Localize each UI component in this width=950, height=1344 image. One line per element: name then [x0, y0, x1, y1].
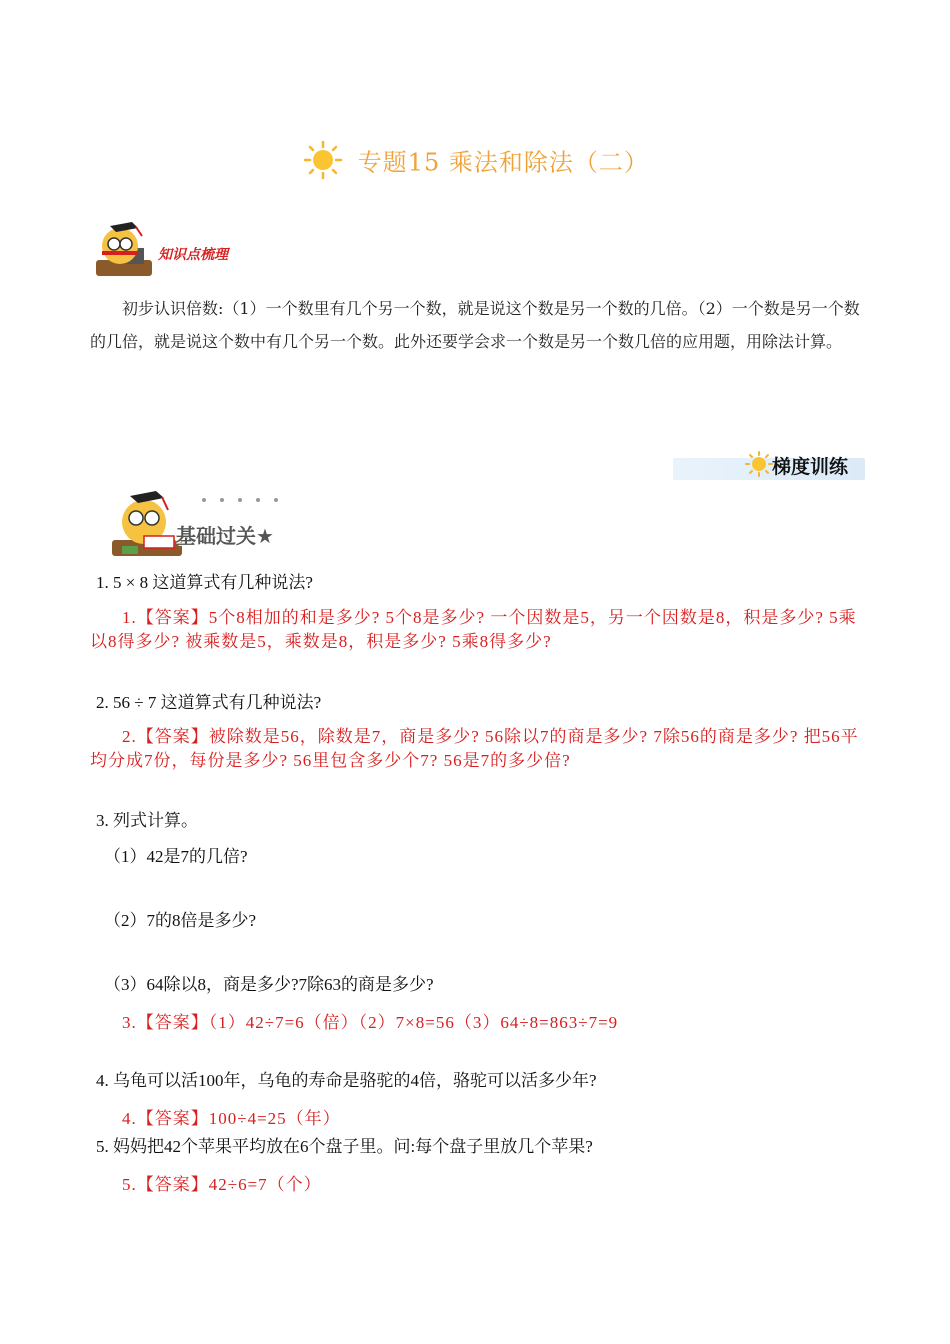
sun-icon — [301, 140, 345, 180]
question-5: 5. 妈妈把42个苹果平均放在6个盘子里。问:每个盘子里放几个苹果? — [96, 1137, 593, 1156]
answer-2: 2.【答案】被除数是56，除数是7，商是多少? 56除以7的商是多少? 7除56的商是多少? 把56平均分成7份，每份是多少? 56里包含多少个7? 56是7的多少倍? — [90, 727, 859, 770]
question-3: 3. 列式计算。 — [96, 811, 198, 830]
question-3-sub-3: （3）64除以8，商是多少?7除63的商是多少? — [104, 975, 434, 994]
basic-badge-label: 基础过关★ — [176, 524, 274, 548]
answer-1: 1.【答案】5个8相加的和是多少? 5个8是多少? 一个因数是5，另一个因数是8，积是多少? 5乘以8得多少? 被乘数是5，乘数是8，积是多少? 5乘8得多少? — [90, 608, 857, 651]
section-title: 梯度训练 — [772, 456, 849, 478]
question-2: 2. 56 ÷ 7 这道算式有几种说法? — [96, 693, 322, 712]
question-3-sub-2: （2）7的8倍是多少? — [104, 911, 257, 930]
answer-4: 4.【答案】100÷4=25（年） — [122, 1109, 341, 1128]
answer-3: 3.【答案】（1）42÷7=6（倍）（2）7×8=56（3）64÷8=863÷7=9 — [122, 1013, 619, 1032]
knowledge-badge-label: 知识点梳理 — [158, 247, 228, 263]
title-text: 专题15 乘法和除法（二） — [357, 148, 649, 177]
page-title — [0, 140, 950, 180]
question-4: 4. 乌龟可以活100年，乌龟的寿命是骆驼的4倍，骆驼可以活多少年? — [96, 1071, 597, 1090]
answer-5: 5.【答案】42÷6=7（个） — [122, 1175, 322, 1194]
knowledge-text: 初步认识倍数:（1）一个数里有几个另一个数，就是说这个数是另一个数的几倍。（2）一个数是另一个数的几倍，就是说这个数中有几个另一个数。此外还要学会求一个数是另一个数几倍的应用题，用除法计算。 — [90, 299, 860, 351]
question-3-sub-1: （1）42是7的几倍? — [104, 847, 248, 866]
question-1: 1. 5 × 8 这道算式有几种说法? — [96, 573, 313, 592]
